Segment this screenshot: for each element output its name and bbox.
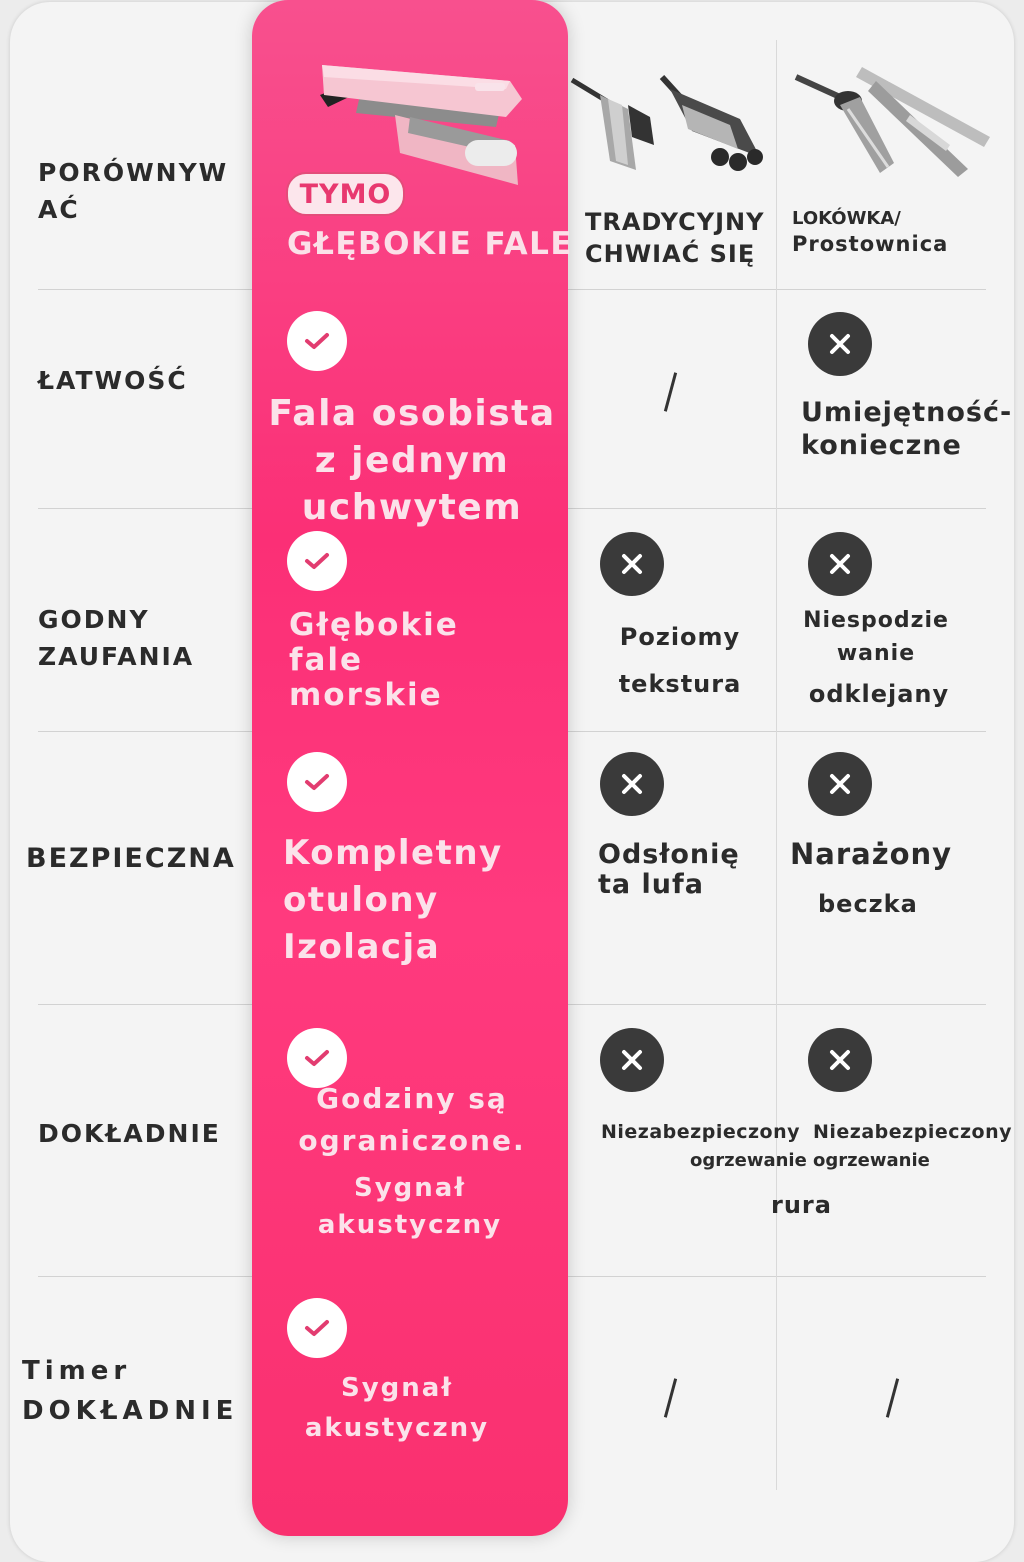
curler-title-a: LOKÓWKA/ xyxy=(792,208,901,229)
tymo-precise-text-b: Sygnał akustyczny xyxy=(317,1173,503,1240)
column-divider xyxy=(776,40,777,1490)
traditional-trust-text: Poziomy tekstura xyxy=(618,623,742,698)
tymo-title: GŁĘBOKIE FALE xyxy=(287,226,574,262)
x-icon xyxy=(808,532,872,596)
tymo-timer-text: Sygnał akustyczny xyxy=(304,1373,490,1443)
curler-title-b: Prostownica xyxy=(792,232,949,256)
curler-easy-text: Umiejętność- konieczne xyxy=(801,397,1013,461)
check-icon xyxy=(287,1298,347,1358)
x-icon xyxy=(600,752,664,816)
row-label-precise: DOKŁADNIE xyxy=(38,1119,221,1148)
row-label-compare: PORÓWNYW AĆ xyxy=(38,158,229,224)
tymo-logo xyxy=(286,172,405,216)
row-label-easy: ŁATWOŚĆ xyxy=(38,366,188,395)
check-icon xyxy=(287,311,347,371)
tymo-logo-text: TYMO xyxy=(299,178,392,210)
curler-safe-text-a: Narażony xyxy=(790,837,953,871)
row-label-trust: GODNY ZAUFANIA xyxy=(38,605,195,671)
x-icon xyxy=(808,752,872,816)
check-icon xyxy=(287,531,347,591)
tymo-trust-text: Głębokie fale morskie xyxy=(289,607,459,713)
curler-safe-text-b: beczka xyxy=(818,890,918,918)
curler-precise-text: Niezabezpieczony xyxy=(813,1121,1013,1143)
x-icon xyxy=(808,312,872,376)
traditional-safe-text: Odsłonię ta lufa xyxy=(598,839,740,900)
traditional-precise-text: Niezabezpieczony xyxy=(601,1121,801,1143)
pipe-text: rura xyxy=(771,1191,832,1219)
row-label-timer: Timer DOKŁADNIE xyxy=(22,1356,239,1426)
curler-trust-text-b: odklejany xyxy=(808,680,950,708)
traditional-title: TRADYCYJNY CHWIAĆ SIĘ xyxy=(585,208,765,268)
check-icon xyxy=(287,752,347,812)
row-label-safe: BEZPIECZNA xyxy=(26,843,236,874)
curler-trust-text: Niespodzie wanie xyxy=(803,608,949,666)
wave-iron-image xyxy=(570,65,770,180)
x-icon xyxy=(600,532,664,596)
tymo-safe-text: Kompletny otulony Izolacja xyxy=(283,833,503,967)
tymo-precise-text-a: Godziny są ograniczone. xyxy=(298,1082,526,1157)
tymo-easy-text: Fala osobista z jednym uchwytem xyxy=(268,393,556,528)
heating-text: ogrzewanie ogrzewanie xyxy=(690,1150,930,1171)
x-icon xyxy=(600,1028,664,1092)
x-icon xyxy=(808,1028,872,1092)
curler-straightener-image xyxy=(790,65,990,180)
